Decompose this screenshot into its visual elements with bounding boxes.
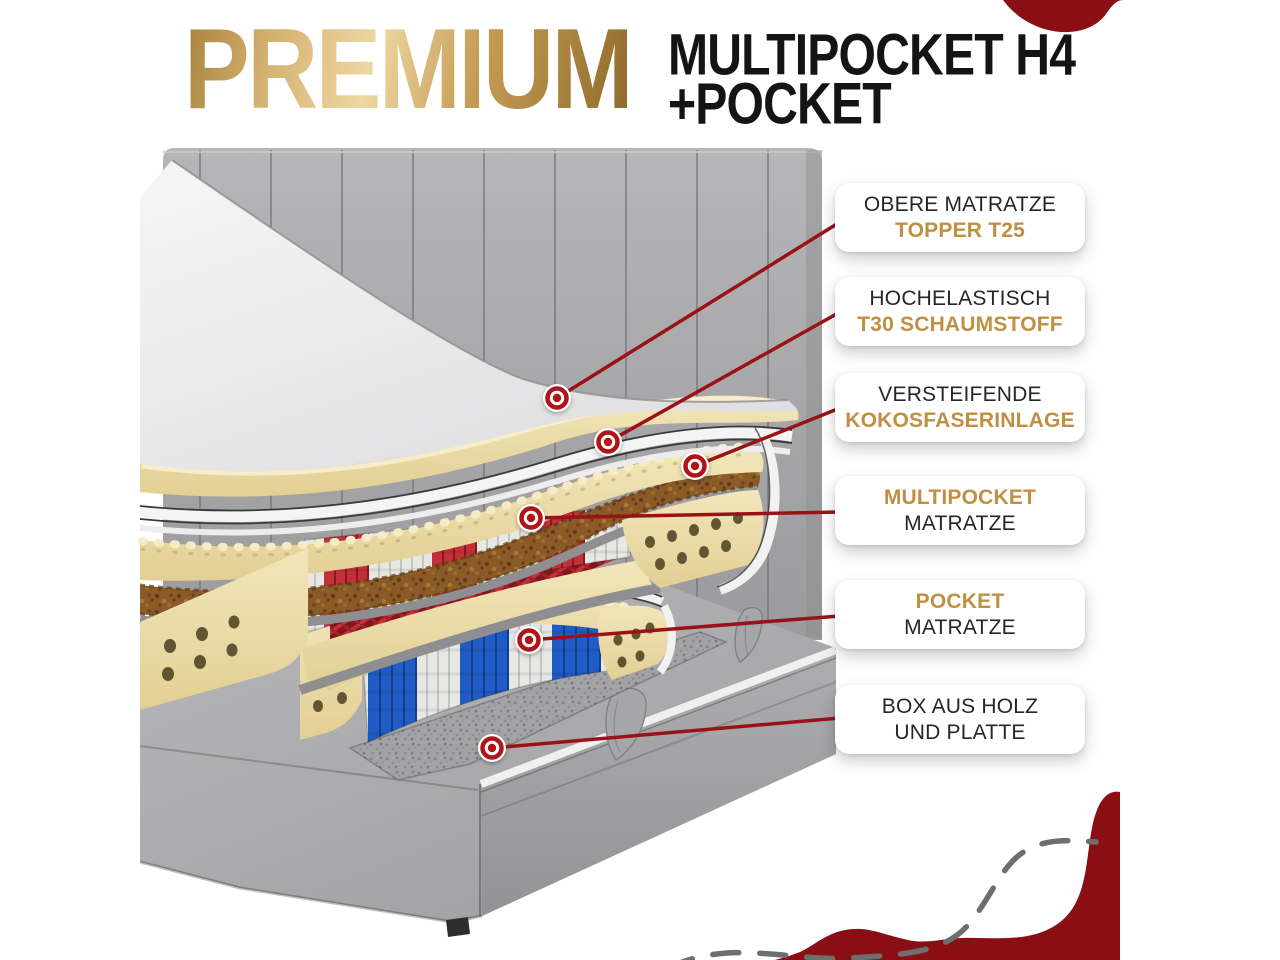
product-title (668, 21, 1076, 137)
callout-coco-line1: VERSTEIFENDE (878, 383, 1042, 406)
callout-multipocket-line2: MATRATZE (904, 512, 1016, 535)
callout-pocket-line1: POCKET (915, 590, 1005, 613)
callout-topper (835, 183, 1085, 252)
callout-foam-line2: T30 SCHAUMSTOFF (857, 313, 1063, 336)
product-title-line2: +POCKET (668, 70, 891, 137)
callout-box-line2: UND PLATTE (894, 721, 1026, 744)
callout-coco-line2: KOKOSFASERINLAGE (845, 409, 1075, 432)
marker-foam (594, 428, 622, 456)
marker-box (478, 734, 506, 762)
callout-foam (835, 277, 1085, 346)
callout-box-line1: BOX AUS HOLZ (881, 695, 1039, 718)
marker-coco (681, 452, 709, 480)
premium-title: PREMIUM (184, 4, 631, 133)
callout-topper-line1: OBERE MATRATZE (863, 193, 1057, 216)
bottom-right-maroon-blob (775, 792, 1120, 960)
product-title-line1: MULTIPOCKET H4 (668, 21, 1076, 88)
marker-topper (543, 384, 571, 412)
callout-box (835, 685, 1085, 754)
bed-leg (446, 917, 470, 937)
callout-pocket (835, 580, 1085, 649)
marker-pocket (515, 626, 543, 654)
marker-multipocket (517, 504, 545, 532)
callout-multipocket-line1: MULTIPOCKET (883, 486, 1037, 509)
callout-multipocket (835, 476, 1085, 545)
callout-coco (835, 373, 1085, 442)
header (0, 0, 1280, 150)
callout-topper-line2: TOPPER T25 (895, 219, 1025, 242)
callout-pocket-line2: MATRATZE (904, 616, 1016, 639)
callout-foam-line1: HOCHELASTISCH (869, 287, 1051, 310)
